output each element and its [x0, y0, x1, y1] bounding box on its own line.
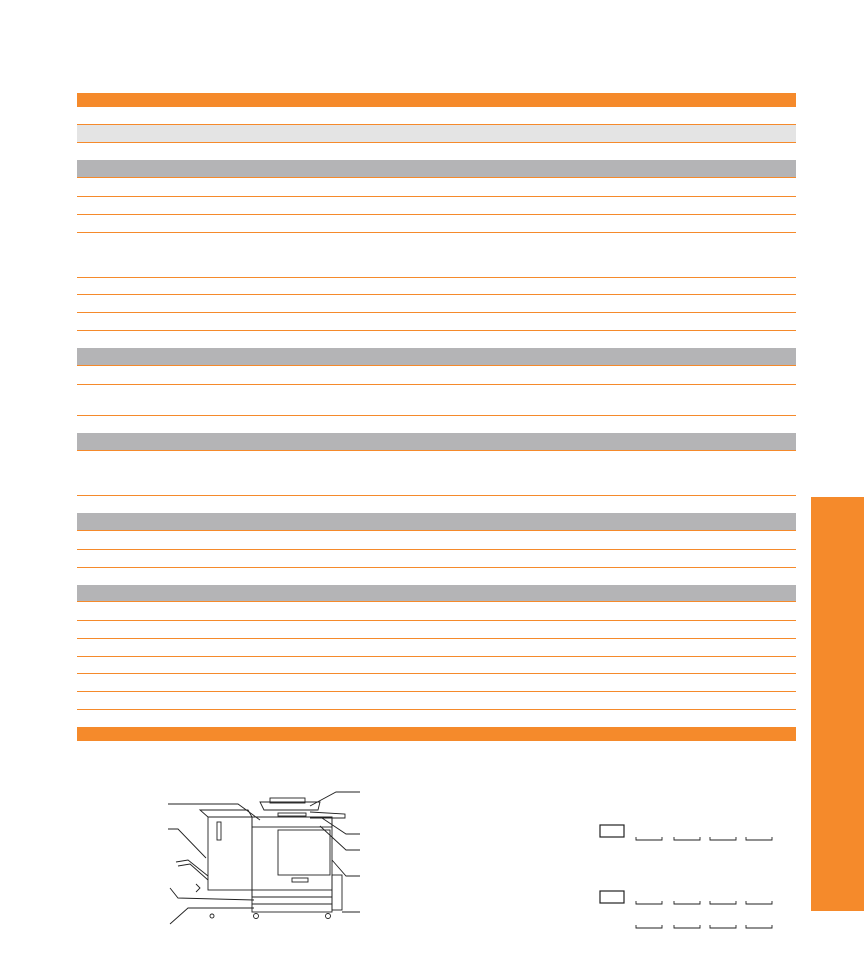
row-divider — [77, 196, 796, 197]
row-divider — [77, 277, 796, 278]
table-footer-bar — [77, 727, 796, 741]
section-band — [77, 585, 796, 602]
row-divider — [77, 691, 796, 692]
section-band — [77, 160, 796, 178]
row-divider — [77, 330, 796, 331]
section-side-tab — [811, 497, 864, 911]
spec-table — [77, 0, 796, 742]
row-divider — [77, 384, 796, 385]
table-header-bar — [77, 93, 796, 107]
section-band — [77, 513, 796, 531]
row-divider — [77, 549, 796, 550]
row-divider — [77, 294, 796, 295]
section-band — [77, 348, 796, 366]
row-divider — [77, 638, 796, 639]
copier-illustration-icon — [160, 780, 370, 930]
row-divider — [77, 656, 796, 657]
row-divider — [77, 495, 796, 496]
row-divider — [77, 214, 796, 215]
configuration-boxes-icon — [590, 815, 790, 935]
row-divider — [77, 567, 796, 568]
row-divider — [77, 232, 796, 233]
row-divider — [77, 415, 796, 416]
row-divider — [77, 620, 796, 621]
subheader-band — [77, 125, 796, 143]
row-divider — [77, 673, 796, 674]
row-divider — [77, 312, 796, 313]
row-divider — [77, 709, 796, 710]
section-band — [77, 433, 796, 451]
